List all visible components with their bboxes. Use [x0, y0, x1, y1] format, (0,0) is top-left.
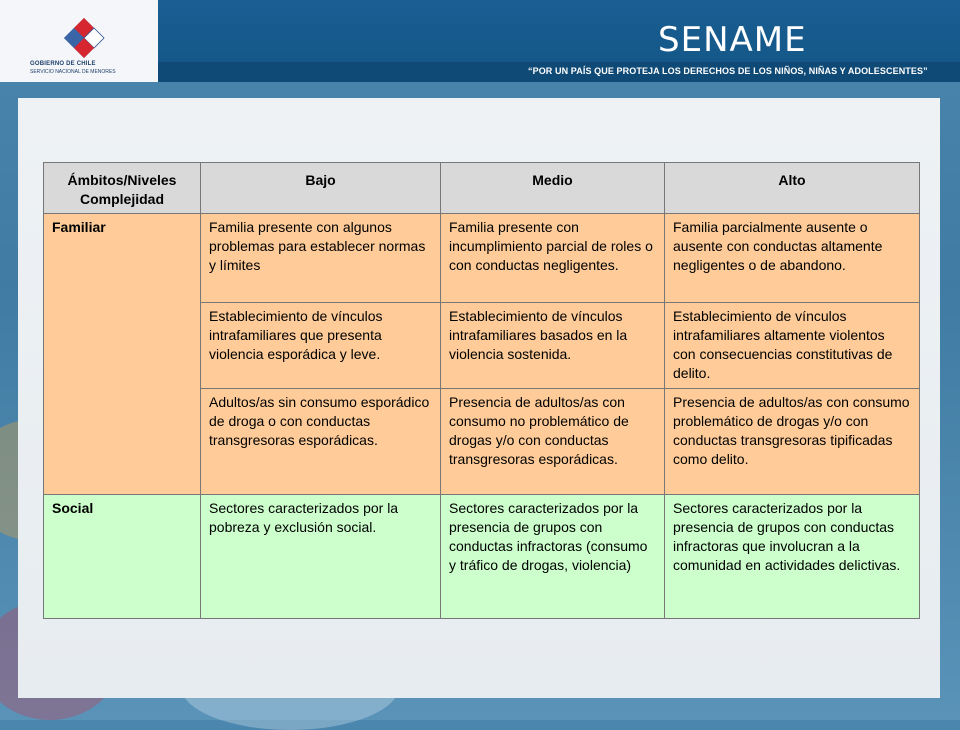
chile-emblem-icon: [62, 16, 106, 60]
brand-title: SENAME: [658, 20, 807, 60]
header-bajo: Bajo: [201, 163, 441, 214]
table-cell: Presencia de adultos/as con consumo problemático de drogas y/o con conductas transgresoras tipificadas como delito.: [665, 389, 920, 495]
table-cell: Sectores caracterizados por la pobreza y exclusión social.: [201, 495, 441, 619]
table-cell: Establecimiento de vínculos intrafamiliares basados en la violencia sostenida.: [441, 303, 665, 389]
header-alto: Alto: [665, 163, 920, 214]
header-medio: Medio: [441, 163, 665, 214]
table-cell: Familia presente con incumplimiento parcial de roles o con conductas negligentes.: [441, 214, 665, 303]
government-logo: [0, 0, 158, 82]
table-cell: Familia parcialmente ausente o ausente con conductas altamente negligentes o de abandono.: [665, 214, 920, 303]
table-cell: Sectores caracterizados por la presencia de grupos con conductas infractoras que involucran a la comunidad en actividades delictivas.: [665, 495, 920, 619]
table-cell: Familia presente con algunos problemas para establecer normas y límites: [201, 214, 441, 303]
table-row: [44, 214, 920, 303]
table-row: [44, 495, 920, 619]
table-cell: Adultos/as sin consumo esporádico de droga o con conductas transgresoras esporádicas.: [201, 389, 441, 495]
table-cell: Presencia de adultos/as con consumo no problemático de drogas y/o con conductas transgresoras esporádicas.: [441, 389, 665, 495]
table-cell: Sectores caracterizados por la presencia de grupos con conductas infractoras (consumo y tráfico de drogas, violencia): [441, 495, 665, 619]
header-ambitos: Ámbitos/Niveles Complejidad: [44, 163, 201, 214]
logo-text-government: GOBIERNO DE CHILE: [30, 61, 96, 67]
row-label-social: Social: [44, 495, 201, 619]
brand-slogan: “POR UN PAÍS QUE PROTEJA LOS DERECHOS DE LOS NIÑOS, NIÑAS Y ADOLESCENTES”: [528, 66, 928, 76]
row-label-familiar: Familiar: [44, 214, 201, 495]
table-cell: Establecimiento de vínculos intrafamiliares que presenta violencia esporádica y leve.: [201, 303, 441, 389]
table-header-row: [44, 163, 920, 214]
logo-text-service: SERVICIO NACIONAL DE MENORES: [30, 69, 116, 75]
complexity-table: [43, 162, 920, 619]
table-cell: Establecimiento de vínculos intrafamiliares altamente violentos con consecuencias constitutivas de delito.: [665, 303, 920, 389]
